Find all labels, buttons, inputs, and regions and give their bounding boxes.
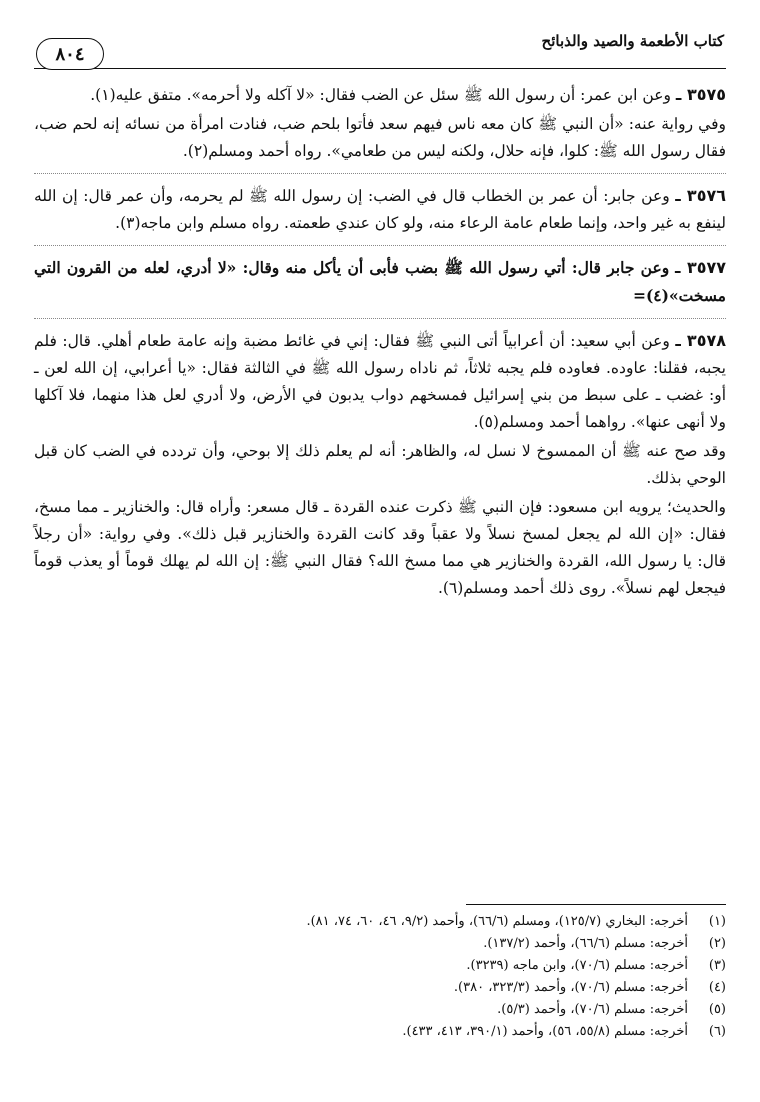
hadith-number: ٣٥٧٨ ـ [675, 331, 726, 350]
hadith-number: ٣٥٧٦ ـ [675, 186, 726, 205]
footnote-text: أخرجه: مسلم (٧٠/٦)، وأحمد (٥/٣). [497, 1002, 688, 1017]
hadith-text: وعن جابر قال: أتي رسول الله ﷺ بضب فأبى أن يأكل منه وقال: «لا أدري، لعله من القرون التي مسخت»(٤)= [34, 258, 726, 305]
hadith-number: ٣٥٧٥ ـ [675, 85, 726, 104]
footnote-item [34, 999, 726, 1021]
hadith-paragraph [34, 182, 726, 237]
footnote-number: (١) [708, 914, 726, 929]
footnote-item [34, 911, 726, 933]
hadith-text: وقد صح عنه ﷺ أن الممسوخ لا نسل له، والظاهر: أنه لم يعلم ذلك إلا بوحي، وأن تردده في الضب كان قبل الوحي بذلك. [34, 442, 726, 487]
hadith-text: وعن ابن عمر: أن رسول الله ﷺ سئل عن الضب فقال: «لا آكله ولا أحرمه». متفق عليه(١). [90, 86, 671, 104]
hadith-block [34, 254, 726, 319]
page-body [34, 69, 726, 610]
hadith-text: وفي رواية عنه: «أن النبي ﷺ كان معه ناس فيهم سعد فأتوا بلحم ضب، فنادت امرأة من نسائه إنه لحم ضب، فقال رسول الله ﷺ: كلوا، فإنه حلال، ولكنه ليس من طعامي». رواه أحمد ومسلم(٢). [34, 115, 726, 160]
footnote-number: (٣) [708, 958, 726, 973]
footnotes-section [34, 904, 726, 1043]
hadith-paragraph [34, 81, 726, 109]
footnote-text: أخرجه: مسلم (٧٠/٦)، وأحمد (٣٢٣/٣، ٣٨٠). [453, 980, 688, 995]
chapter-title: كتاب الأطعمة والصيد والذبائح [541, 32, 724, 50]
footnote-number: (٤) [708, 980, 726, 995]
hadith-paragraph [34, 111, 726, 165]
document-page [34, 24, 726, 1084]
hadith-block [34, 81, 726, 174]
footnote-item [34, 1021, 726, 1043]
page-header [34, 24, 726, 69]
footnote-number: (٦) [708, 1024, 726, 1039]
footnote-text: أخرجه: مسلم (٦٦/٦)، وأحمد (١٣٧/٢). [483, 936, 688, 951]
hadith-paragraph [34, 438, 726, 492]
footnote-text: أخرجه: مسلم (٧٠/٦)، وابن ماجه (٣٢٣٩). [466, 958, 688, 973]
footnote-item [34, 977, 726, 999]
footnote-item [34, 933, 726, 955]
hadith-number: ٣٥٧٧ ـ [675, 258, 727, 277]
hadith-text: وعن أبي سعيد: أن أعرابياً أتى النبي ﷺ فقال: إني في غائط مضبة وإنه عامة طعام أهلي. قال: فلم يجبه، فقلنا: عاوده. فعاوده فلم يجبه ثلاثاً، ثم ناداه رسول الله ﷺ في الثالثة فقال: «يا أعرابي، إن الله لعن ـ أو: غضب ـ على سبط من بني إسرائيل فمسخهم دواب يدبون في الأرض، ولا أدري لعل هذا منهما، فلا آكلها ولا أنهى عنها». رواهما أحمد ومسلم(٥). [34, 332, 726, 431]
hadith-paragraph [34, 254, 726, 310]
hadith-paragraph [34, 327, 726, 436]
footnote-list [34, 905, 726, 1043]
hadith-text: وعن جابر: أن عمر بن الخطاب قال في الضب: إن رسول الله ﷺ لم يحرمه، وأن عمر قال: إن الله لينفع به غير واحد، وإنما طعام عامة الرعاء منه، ولو كان عندي طعمته. رواه مسلم وابن ماجه(٣). [34, 187, 726, 232]
page-number: ٨٠٤ [36, 38, 104, 70]
hadith-paragraph [34, 494, 726, 602]
hadith-block [34, 327, 726, 610]
footnote-number: (٥) [708, 1002, 726, 1017]
hadith-text: والحديث؛ يرويه ابن مسعود: فإن النبي ﷺ ذكرت عنده القردة ـ قال مسعر: وأراه قال: والخنازير ـ مما مسخ، فقال: «إن الله لم يجعل لمسخ نسلاً ولا عقباً وقد كانت القردة والخنازير قبل ذلك». وفي رواية: «أن رجلاً قال: يا رسول الله، القردة والخنازير هي مما مسخ الله؟ فقال النبي ﷺ: إن الله لم يهلك قوماً أو يعذب قوماً فيجعل لهم نسلاً». روى ذلك أحمد ومسلم(٦). [34, 498, 726, 597]
footnote-text: أخرجه: مسلم (٥٥/٨، ٥٦)، وأحمد (٣٩٠/١، ٤١٣، ٤٣٣). [402, 1024, 688, 1039]
footnote-item [34, 955, 726, 977]
footnote-text: أخرجه: البخاري (١٢٥/٧)، ومسلم (٦٦/٦)، وأحمد (٩/٢، ٤٦، ٦٠، ٧٤، ٨١). [306, 914, 688, 929]
hadith-block [34, 182, 726, 246]
footnote-number: (٢) [708, 936, 726, 951]
